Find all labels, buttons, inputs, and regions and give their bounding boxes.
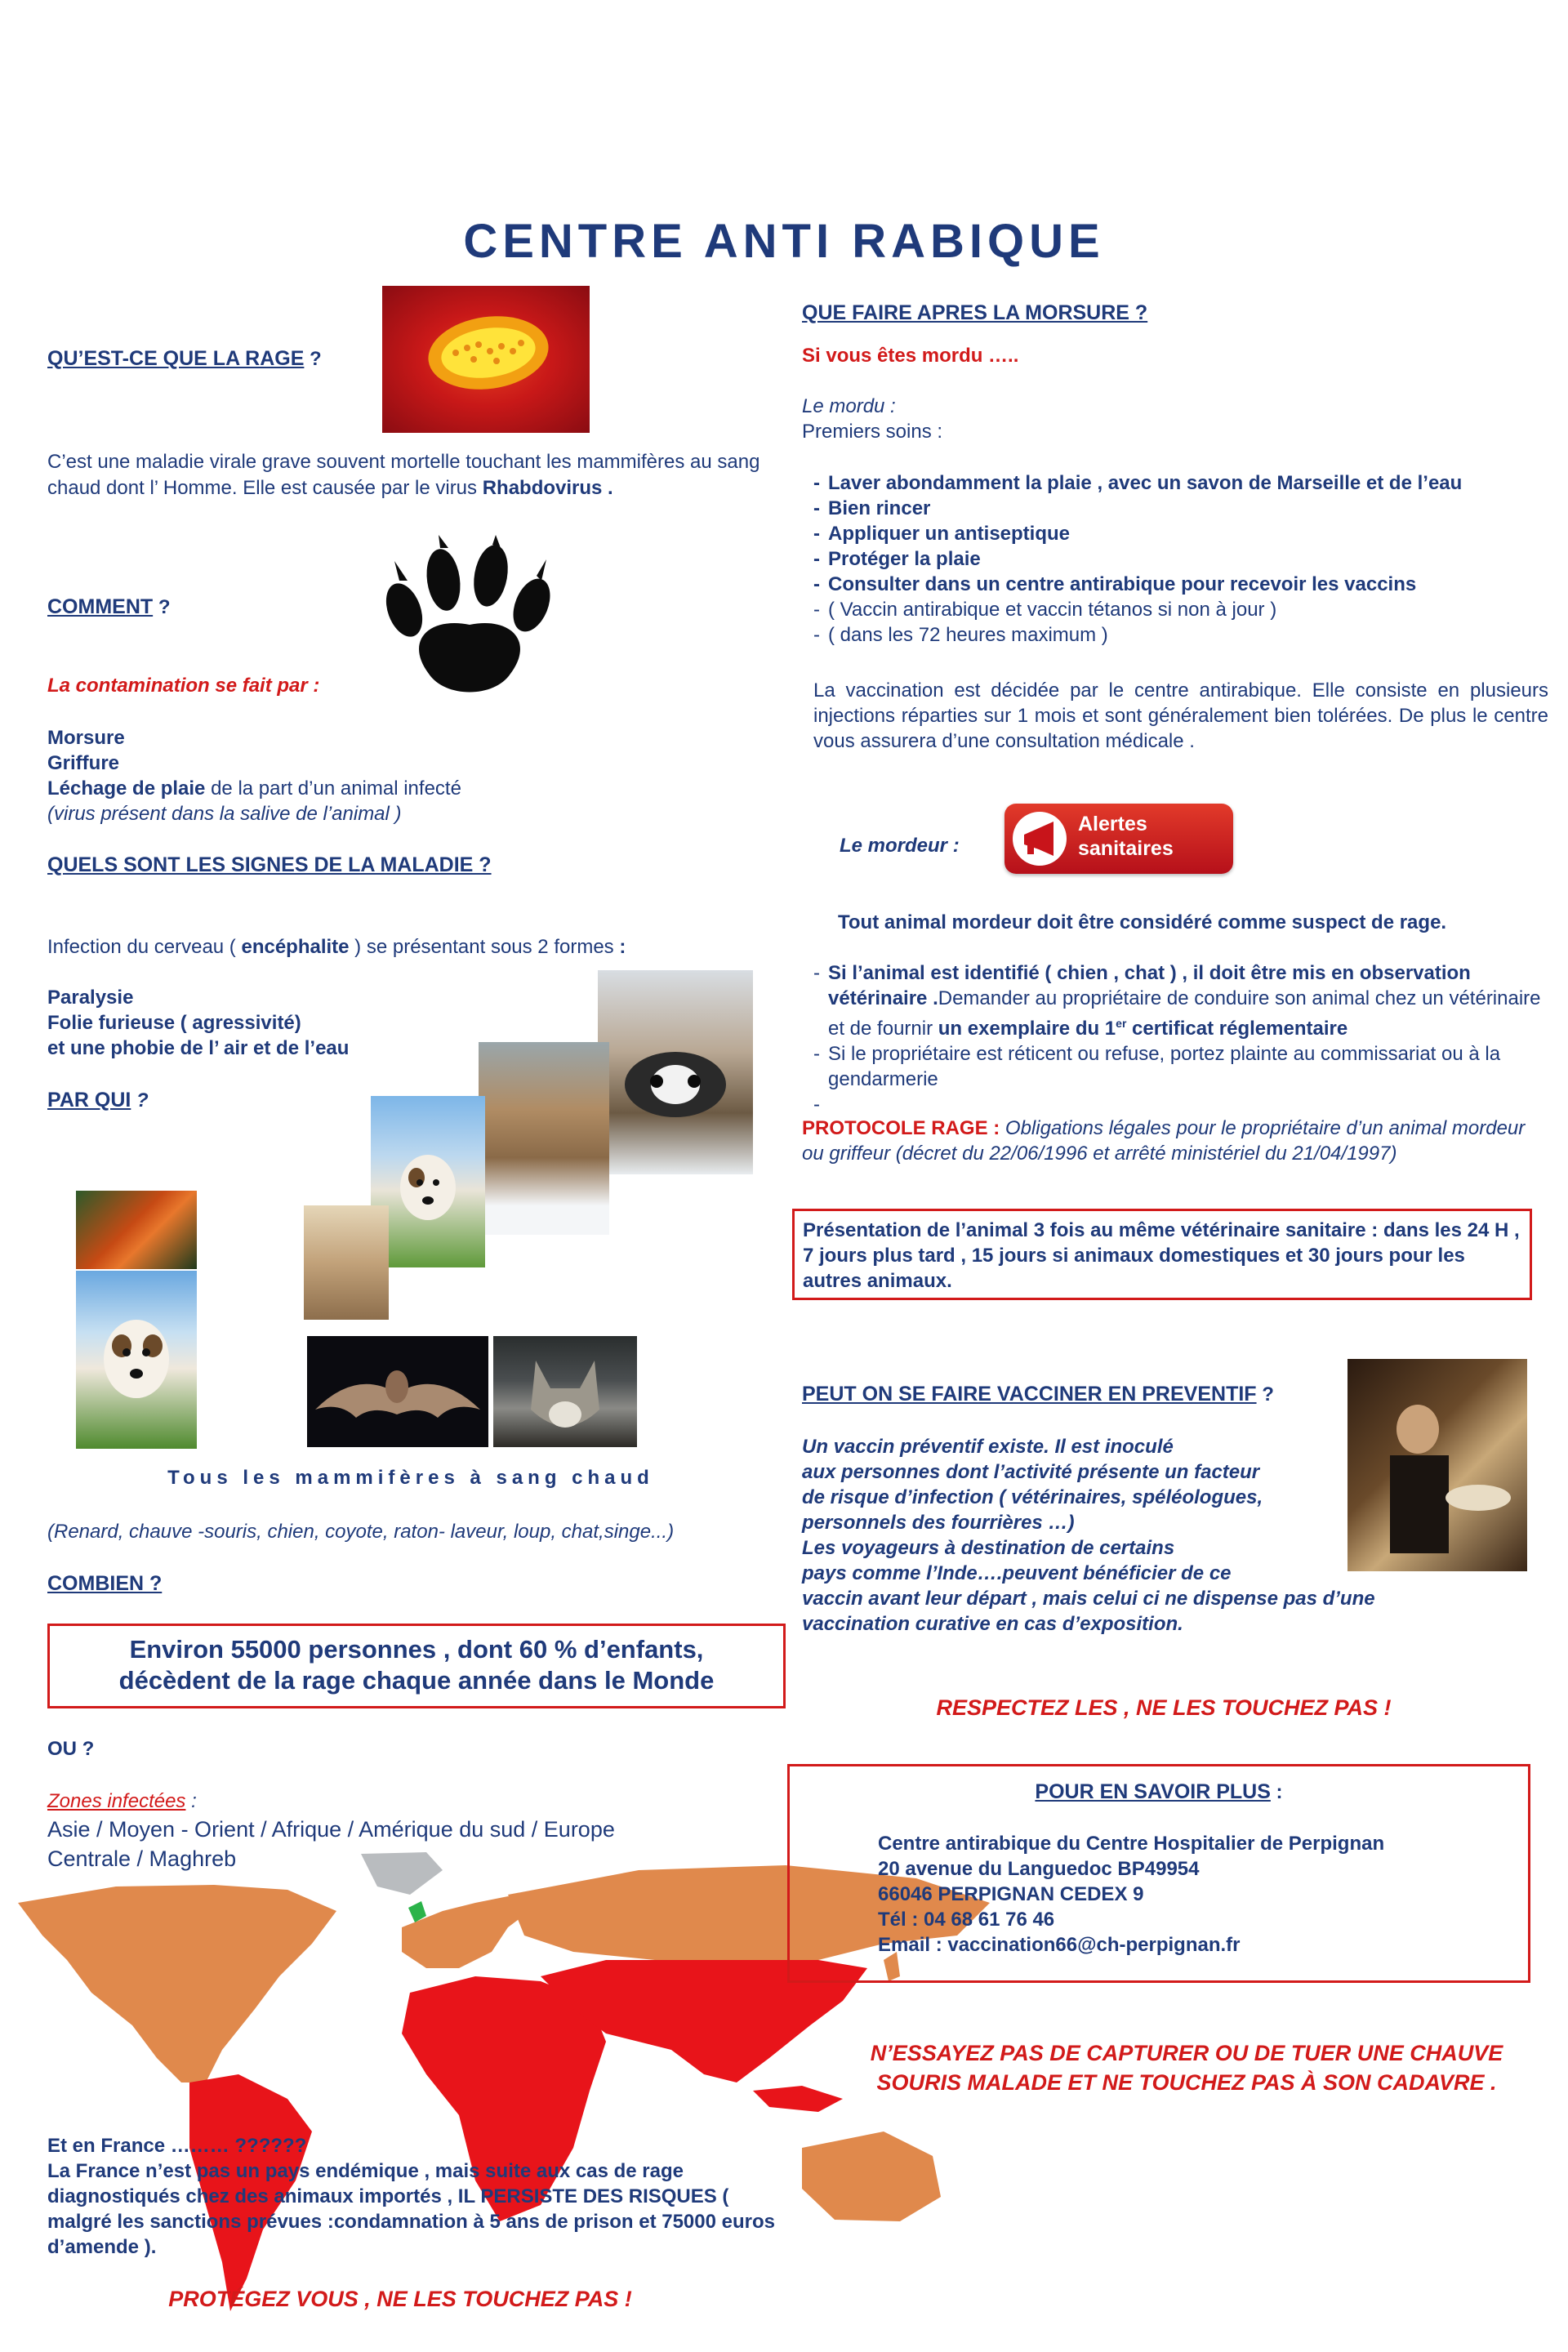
contact-block xyxy=(878,1831,1528,1958)
who-heading-line: PAR QUI ? xyxy=(47,1089,149,1111)
comment-heading: COMMENT xyxy=(47,595,154,618)
form-item: Folie furieuse ( agressivité) xyxy=(47,1012,301,1034)
form-item: et une phobie de l’ air et de l’eau xyxy=(47,1037,350,1059)
contamination-list xyxy=(47,725,461,826)
protect-slogan: PROTÉGEZ VOUS , NE LES TOUCHEZ PAS ! xyxy=(168,2287,632,2311)
preventive-heading-line: PEUT ON SE FAIRE VACCINER EN PREVENTIF ? xyxy=(802,1383,1274,1405)
bitten-label: Le mordu : xyxy=(802,395,896,417)
zones-block xyxy=(47,1788,635,1873)
biter-label: Le mordeur : xyxy=(840,835,960,857)
who-heading: PAR QUI xyxy=(47,1089,131,1111)
first-aid-step: - Consulter dans un centre antirabique pour recevoir les vaccins xyxy=(813,572,1548,597)
zones-label: Zones infectées xyxy=(47,1790,186,1812)
what-text: C’est une maladie virale grave souvent mortelle touchant les mammifères au sang chaud dont l’ Homme. Elle est causée par le virus Rhabdovirus . xyxy=(47,451,760,499)
stat-text: Environ 55000 personnes , dont 60 % d’enfants, décèdent de la rage chaque année dans le Monde xyxy=(118,1635,715,1695)
presentation-box xyxy=(792,1209,1532,1300)
respect-slogan: RESPECTEZ LES , NE LES TOUCHEZ PAS ! xyxy=(936,1695,1392,1720)
zones-text: Asie / Moyen - Orient / Afrique / Amérique du sud / Europe Centrale / Maghreb xyxy=(47,1817,615,1871)
after-heading-line xyxy=(802,301,1147,326)
alert-line-1: Alertes xyxy=(1078,813,1147,835)
dog-photo-large xyxy=(76,1271,197,1449)
mammals-caption: Tous les mammifères à sang chaud xyxy=(167,1467,654,1489)
bitten-block xyxy=(802,394,942,444)
identified-item: - Si l’animal est identifié ( chien , chat ) , il doit être mis en observation vétérinaire .Demander au propriétaire de conduire son animal chez un vétérinaire et de fournir un exemplaire du 1er certificat réglementaire xyxy=(813,960,1548,1041)
presentation-text: Présentation de l’animal 3 fois au même vétérinaire sanitaire : dans les 24 H , 7 jours plus tard , 15 jours si animaux domestiques et 30 jours pour les autres animaux. xyxy=(803,1219,1520,1292)
reticent-item: - Si le propriétaire est réticent ou refuse, portez plainte au commissariat ou à la gendarmerie xyxy=(813,1041,1548,1092)
form-item: Paralysie xyxy=(47,987,134,1009)
first-aid-step: - Laver abondamment la plaie , avec un savon de Marseille et de l’eau xyxy=(813,470,1548,496)
contamination-note: (virus présent dans la salive de l’animal ) xyxy=(47,803,402,825)
contamination-item: Léchage de plaie de la part d’un animal infecté xyxy=(47,777,461,800)
zones-label-line: Zones infectées : xyxy=(47,1790,197,1812)
contact-address: 20 avenue du Languedoc BP49954 xyxy=(878,1858,1200,1880)
bat-photo xyxy=(307,1336,488,1447)
howmany-heading-line xyxy=(47,1571,162,1597)
preventive-heading: PEUT ON SE FAIRE VACCINER EN PREVENTIF xyxy=(802,1383,1257,1405)
stat-box xyxy=(47,1624,786,1708)
france-text: La France n’est pas un pays endémique , mais suite aux cas de rage diagnostiqués chez des animaux importés , IL PERSISTE DES RISQUES ( malgré les sanctions prévues :condamnation à 5 ans de prison et 75000 euros d’amende ). xyxy=(47,2160,775,2258)
protocol-block xyxy=(802,1116,1537,1166)
first-aid-bold-list xyxy=(813,470,1548,597)
megaphone-icon xyxy=(1013,812,1067,866)
page-title: CENTRE ANTI RABIQUE xyxy=(463,215,1105,268)
signs-heading-line xyxy=(47,853,492,878)
alert-badge xyxy=(1004,804,1233,874)
suspect-text: Tout animal mordeur doit être considéré comme suspect de rage. xyxy=(838,911,1447,933)
contact-city: 66046 PERPIGNAN CEDEX 9 xyxy=(878,1883,1144,1905)
paw-print-icon xyxy=(372,535,568,723)
contact-email: Email : vaccination66@ch-perpignan.fr xyxy=(878,1934,1241,1956)
signs-heading: QUELS SONT LES SIGNES DE LA MALADIE ? xyxy=(47,853,492,876)
after-heading: QUE FAIRE APRES LA MORSURE ? xyxy=(802,301,1148,324)
first-aid-note: - ( dans les 72 heures maximum ) xyxy=(813,622,1548,648)
france-intro: Et en France ……… ?????? xyxy=(47,2135,307,2157)
bat-warning: N’ESSAYEZ PAS DE CAPTURER OU DE TUER UNE CHAUVE SOURIS MALADE ET NE TOUCHEZ PAS À SON CADAVRE . xyxy=(870,2041,1503,2095)
mammals-list: (Renard, chauve -souris, chien, coyote, raton- laveur, loup, chat,singe...) xyxy=(47,1521,675,1543)
wildcat-photo xyxy=(479,1042,609,1235)
fox-photo xyxy=(76,1191,197,1269)
comment-heading-line: COMMENT ? xyxy=(47,595,171,618)
protocol-label: PROTOCOLE RAGE : xyxy=(802,1117,1000,1139)
howmany-heading: COMBIEN ? xyxy=(47,1572,163,1595)
preventive-text: Un vaccin préventif existe. Il est inoculé aux personnes dont l’activité présente un facteur de risque d’infection ( vétérinaires, spéléologues, personnels des fourrières …) Les voyageurs à destination de certains pays comme l’Inde….peuvent bénéficier de ce vaccin avant leur départ , mais celui ci ne dispense pas d’une vaccination curative en cas d’exposition. xyxy=(802,1436,1375,1635)
more-heading-line: POUR EN SAVOIR PLUS : xyxy=(1035,1780,1283,1803)
first-aid-step: - Appliquer un antiseptique xyxy=(813,521,1548,546)
if-bitten: Si vous êtes mordu ….. xyxy=(802,345,1019,367)
contact-tel: Tél : 04 68 61 76 46 xyxy=(878,1909,1055,1931)
first-aid-steps xyxy=(813,470,1548,648)
what-heading-line: QU’EST-CE QUE LA RAGE ? xyxy=(47,347,322,370)
contamination-intro: La contamination se fait par : xyxy=(47,675,320,697)
alert-line-2: sanitaires xyxy=(1078,837,1174,860)
wolf-photo xyxy=(493,1336,637,1447)
raccoon-photo xyxy=(598,970,753,1174)
signs-text: Infection du cerveau ( encéphalite ) se présentant sous 2 formes : xyxy=(47,936,626,958)
france-block xyxy=(47,2133,782,2260)
more-info-box xyxy=(787,1764,1530,1983)
forms-list xyxy=(47,985,349,1061)
contamination-item: Morsure xyxy=(47,727,125,749)
what-heading: QU’EST-CE QUE LA RAGE xyxy=(47,347,305,370)
vaccination-text: La vaccination est décidée par le centre antirabique. Elle consiste en plusieurs injections réparties sur 1 mois et sont généralement bien tolérées. De plus le centre vous assurera d’une consultation médicale . xyxy=(813,679,1548,752)
where-heading: OU ? xyxy=(47,1738,95,1760)
contact-name: Centre antirabique du Centre Hospitalier de Perpignan xyxy=(878,1833,1385,1855)
first-aid-label: Premiers soins : xyxy=(802,421,943,443)
protocol-text: Obligations légales pour le propriétaire d’un animal mordeur ou griffeur (décret du 22/06/1996 et arrêté ministériel du 21/04/1997) xyxy=(802,1117,1526,1165)
first-aid-plain-list xyxy=(813,597,1548,648)
identified-list xyxy=(813,960,1548,1092)
more-heading: POUR EN SAVOIR PLUS xyxy=(1035,1780,1271,1803)
coyote-photo xyxy=(304,1205,389,1320)
first-aid-step: - Protéger la plaie xyxy=(813,546,1548,572)
rabies-virus-image xyxy=(382,286,590,433)
first-aid-step: - Bien rincer xyxy=(813,496,1548,521)
contamination-item: Griffure xyxy=(47,752,120,774)
first-aid-note: - ( Vaccin antirabique et vaccin tétanos si non à jour ) xyxy=(813,597,1548,622)
